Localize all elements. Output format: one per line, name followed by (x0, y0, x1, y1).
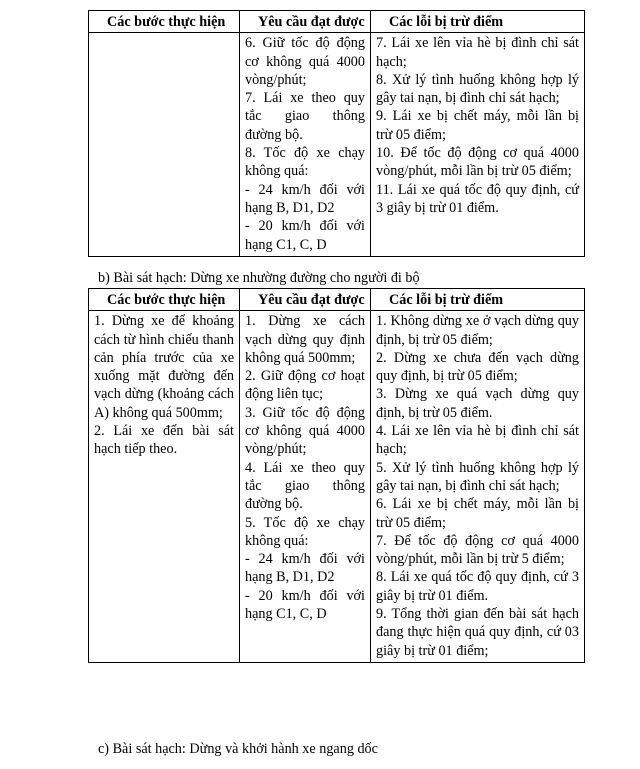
list-item: 10. Để tốc độ động cơ quá 4000 vòng/phút, mỗi lần bị trừ 05 điểm; (376, 145, 579, 180)
requirements-cell (240, 311, 371, 663)
list-item: 7. Lái xe lên vỉa hè bị đình chỉ sát hạch; (376, 35, 579, 70)
table-continued (88, 10, 585, 257)
header-penalties: Các lỗi bị trừ điểm (371, 289, 585, 311)
table-row (89, 311, 585, 663)
list-item: 3. Dừng xe quá vạch dừng quy định, bị trừ 05 điểm. (376, 386, 579, 421)
requirements-cell (240, 33, 371, 257)
list-item: 3. Giữ tốc độ động cơ không quá 4000 vòng/phút; (245, 404, 365, 458)
list-item: 2. Giữ động cơ hoạt động liên tục; (245, 368, 365, 403)
header-steps: Các bước thực hiện (89, 289, 240, 311)
list-item: 5. Xử lý tình huống không hợp lý gây tai nạn, bị đình chỉ sát hạch; (376, 459, 579, 494)
section-b-heading: b) Bài sát hạch: Dừng xe nhường đường cho người đi bộ (98, 270, 420, 286)
table-row (89, 33, 585, 257)
steps-cell (89, 33, 240, 257)
steps-cell (89, 311, 240, 663)
list-item: 11. Lái xe quá tốc độ quy định, cứ 3 giây bị trừ 01 điểm. (376, 181, 579, 216)
list-item: 1. Dừng xe để khoảng cách từ hình chiếu thanh cản phía trước của xe xuống mặt đường đến vạch dừng (khoảng cách A) không quá 500mm; (94, 313, 234, 421)
list-item: 6. Giữ tốc độ động cơ không quá 4000 vòng/phút; (245, 35, 365, 88)
list-item: 9. Tổng thời gian đến bài sát hạch đang thực hiện quá quy định, cứ 03 giây bị trừ 01 điểm; (376, 606, 579, 659)
header-requirements: Yêu cầu đạt được (240, 289, 371, 311)
penalties-cell (371, 33, 585, 257)
table-header-row (89, 11, 585, 33)
table-stop-for-pedestrians (88, 288, 585, 663)
list-item: 7. Lái xe theo quy tắc giao thông đường bộ. (245, 90, 365, 143)
list-item: 4. Lái xe lên vỉa hè bị đình chỉ sát hạch; (376, 423, 579, 458)
list-item: 2. Dừng xe chưa đến vạch dừng quy định, bị trừ 05 điểm; (376, 349, 579, 385)
list-item: - 20 km/h đối với hạng C1, C, D (245, 587, 365, 623)
list-item: 5. Tốc độ xe chạy không quá: (245, 514, 365, 549)
table-header-row (89, 289, 585, 311)
list-item: 8. Xử lý tình huống không hợp lý gây tai nạn, bị đình chỉ sát hạch; (376, 71, 579, 107)
list-item: 7. Để tốc độ động cơ quá 4000 vòng/phút, mỗi lần bị trừ 5 điểm; (376, 532, 579, 568)
list-item: 6. Lái xe bị chết máy, mỗi lần bị trừ 05 điểm; (376, 496, 579, 531)
list-item: 1. Không dừng xe ở vạch dừng quy định, bị trừ 05 điểm; (376, 313, 579, 348)
list-item: - 20 km/h đối với hạng C1, C, D (245, 218, 365, 253)
list-item: 2. Lái xe đến bài sát hạch tiếp theo. (94, 423, 234, 458)
penalties-cell (371, 311, 585, 663)
header-requirements: Yêu cầu đạt được (240, 11, 371, 33)
list-item: 1. Dừng xe cách vạch dừng quy định không quá 500mm; (245, 313, 365, 366)
list-item: 8. Tốc độ xe chạy không quá: (245, 145, 365, 180)
list-item: 4. Lái xe theo quy tắc giao thông đường bộ. (245, 459, 365, 513)
list-item: 9. Lái xe bị chết máy, mỗi lần bị trừ 05 điểm; (376, 108, 579, 143)
list-item: 8. Lái xe quá tốc độ quy định, cứ 3 giây bị trừ 01 điểm. (376, 569, 579, 604)
header-steps: Các bước thực hiện (89, 11, 240, 33)
header-penalties: Các lỗi bị trừ điểm (371, 11, 585, 33)
section-c-heading: c) Bài sát hạch: Dừng và khởi hành xe ngang dốc (98, 741, 378, 757)
list-item: - 24 km/h đối với hạng B, D1, D2 (245, 551, 365, 586)
list-item: - 24 km/h đối với hạng B, D1, D2 (245, 181, 365, 216)
